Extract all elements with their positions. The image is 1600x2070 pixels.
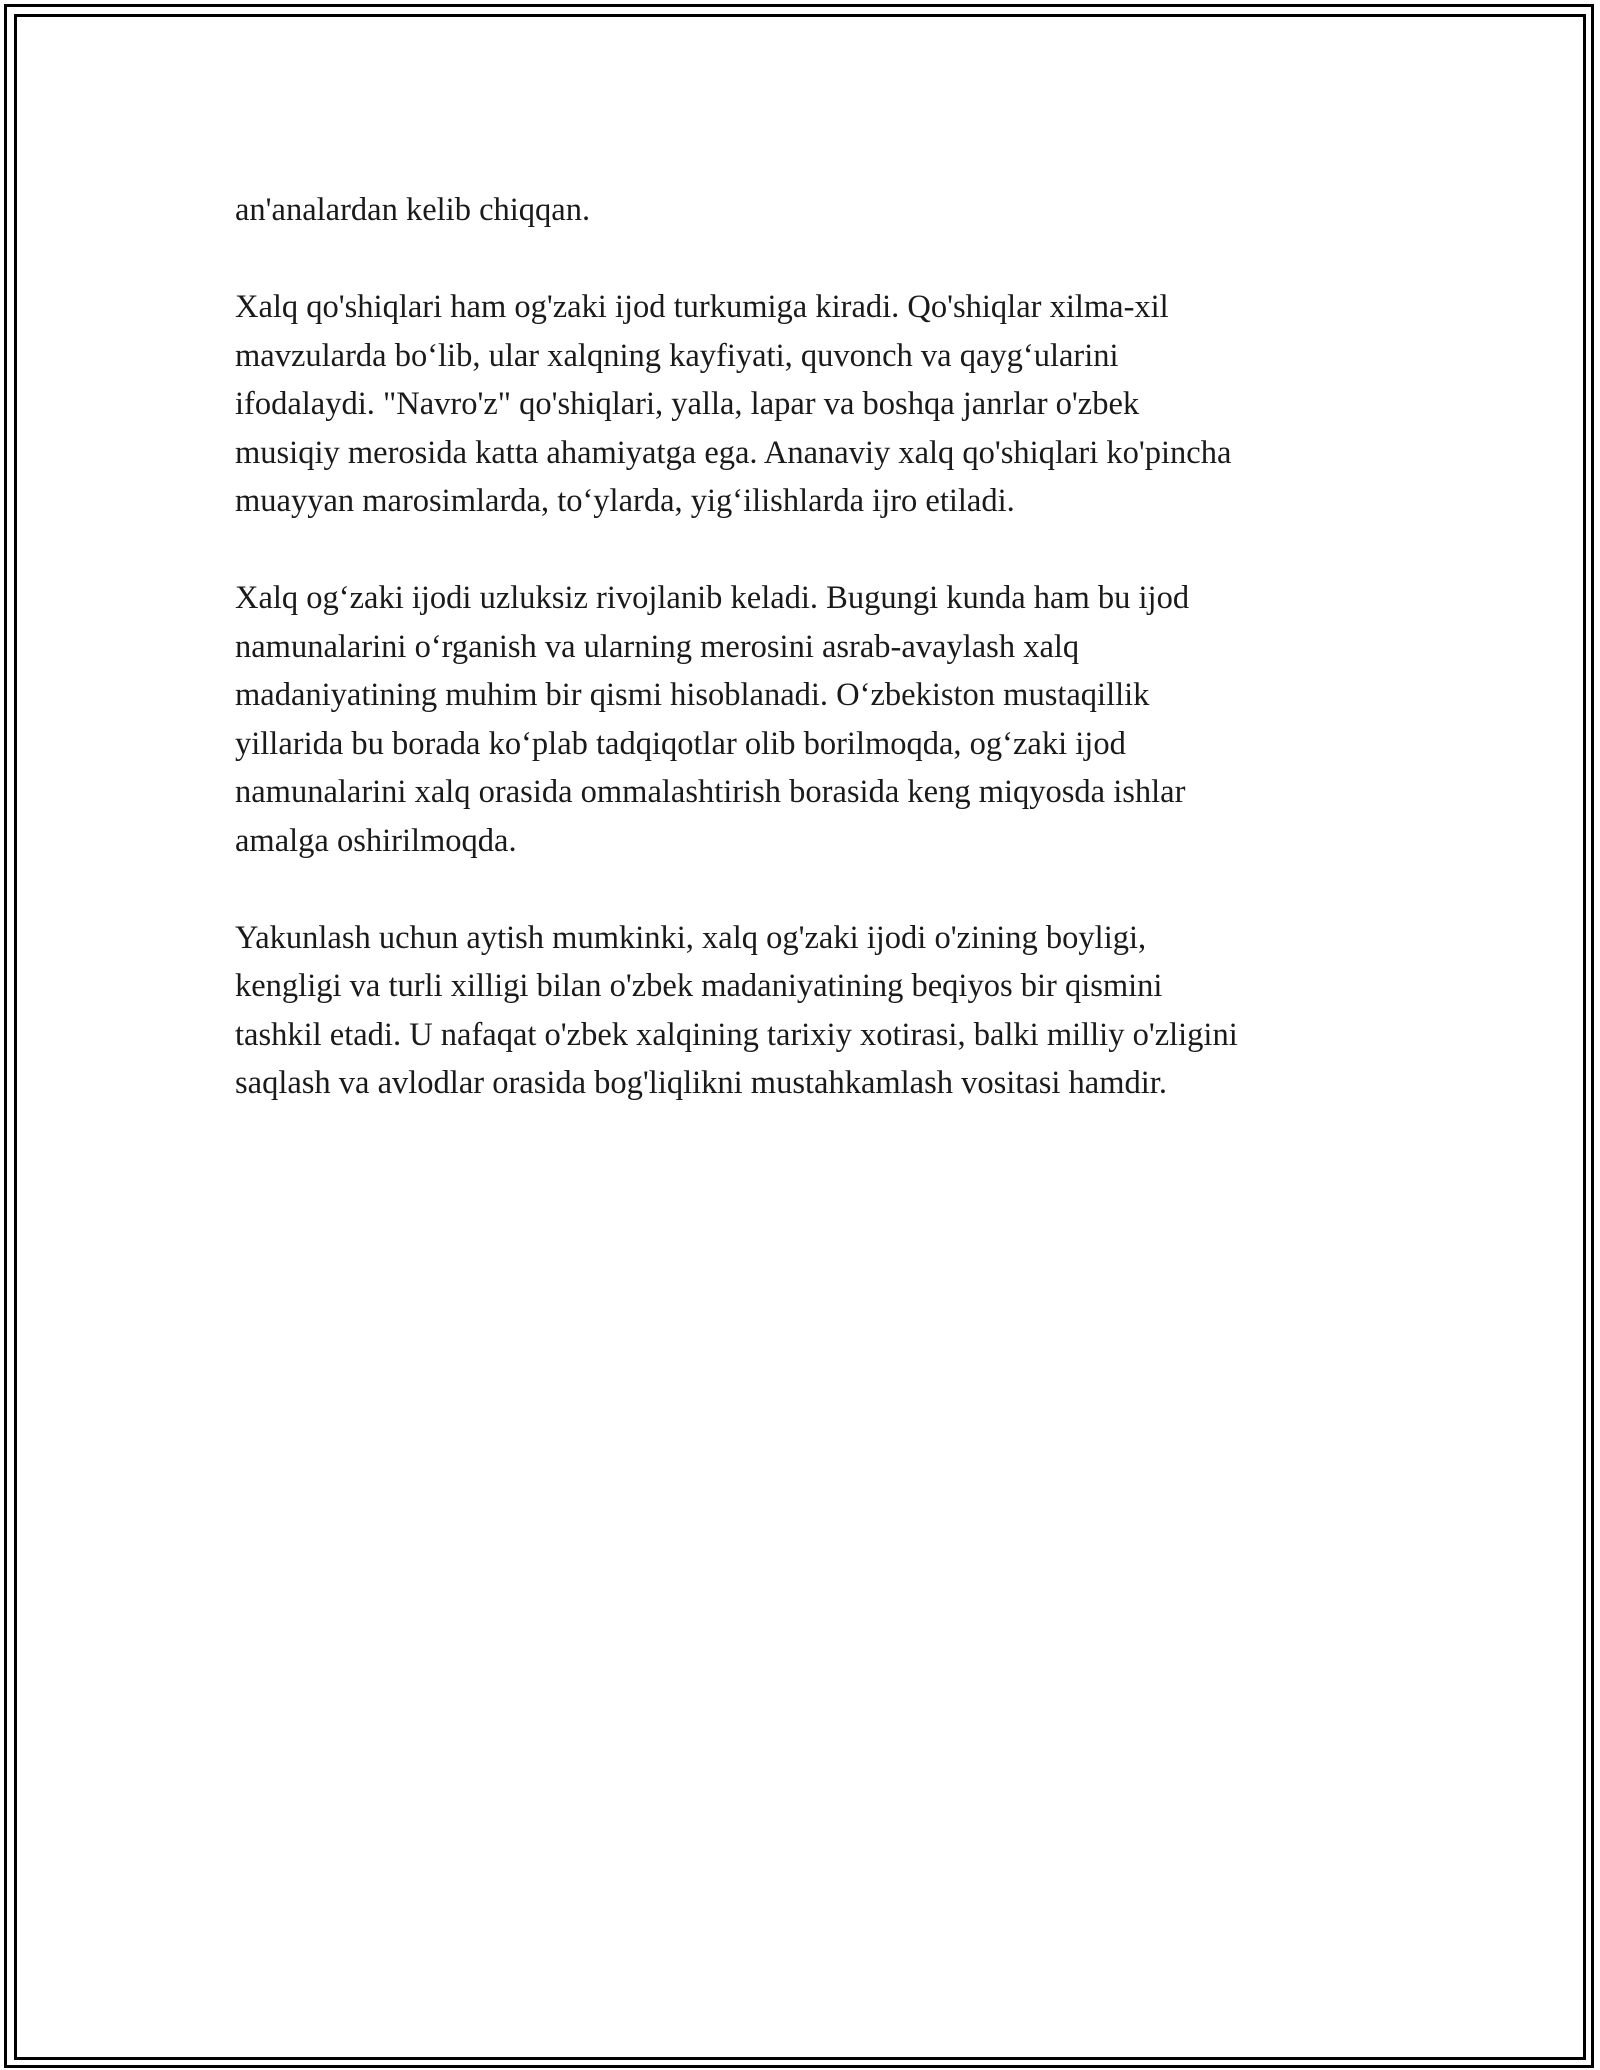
text-line: namunalarini o‘rganish va ularning merosini asrab-avaylash xalq <box>235 628 1080 665</box>
text-line: musiqiy merosida katta ahamiyatga ega. Ananaviy xalq qo'shiqlari ko'pincha <box>235 434 1232 471</box>
paragraph <box>235 574 1385 865</box>
text-line: mavzularda bo‘lib, ular xalqning kayfiyati, quvonch va qayg‘ularini <box>235 337 1119 374</box>
text-line: kengligi va turli xilligi bilan o'zbek madaniyatining beqiyos bir qismini <box>235 968 1163 1004</box>
text-line: an'analardan kelib chiqqan. <box>235 192 591 228</box>
text-line: yillarida bu borada ko‘plab tadqiqotlar olib borilmoqda, og‘zaki ijod <box>235 725 1126 762</box>
text-line: Xalq qo'shiqlari ham og'zaki ijod turkumiga kiradi. Qo'shiqlar xilma-xil <box>235 289 1169 325</box>
text-line: Xalq og‘zaki ijodi uzluksiz rivojlanib keladi. Bugungi kunda ham bu ijod <box>235 580 1190 616</box>
paragraph <box>235 914 1385 1108</box>
text-line: madaniyatining muhim bir qismi hisoblanadi. O‘zbekiston mustaqillik <box>235 677 1150 713</box>
text-line: Yakunlash uchun aytish mumkinki, xalq og'zaki ijodi o'zining boyligi, <box>235 919 1147 956</box>
paragraph <box>235 283 1385 526</box>
text-line: namunalarini xalq orasida ommalashtirish borasida keng miqyosda ishlar <box>235 774 1186 810</box>
text-line: tashkil etadi. U nafaqat o'zbek xalqining tarixiy xotirasi, balki milliy o'zligini <box>235 1016 1238 1053</box>
document-body <box>235 186 1385 1156</box>
text-line: saqlash va avlodlar orasida bog'liqlikni mustahkamlash vositasi hamdir. <box>235 1065 1167 1101</box>
text-line: ifodalaydi. "Navro'z" qo'shiqlari, yalla, lapar va boshqa janrlar o'zbek <box>235 386 1140 422</box>
paragraph <box>235 186 1385 235</box>
text-line: amalga oshirilmoqda. <box>235 822 517 859</box>
text-line: muayyan marosimlarda, to‘ylarda, yig‘ilishlarda ijro etiladi. <box>235 483 1015 519</box>
